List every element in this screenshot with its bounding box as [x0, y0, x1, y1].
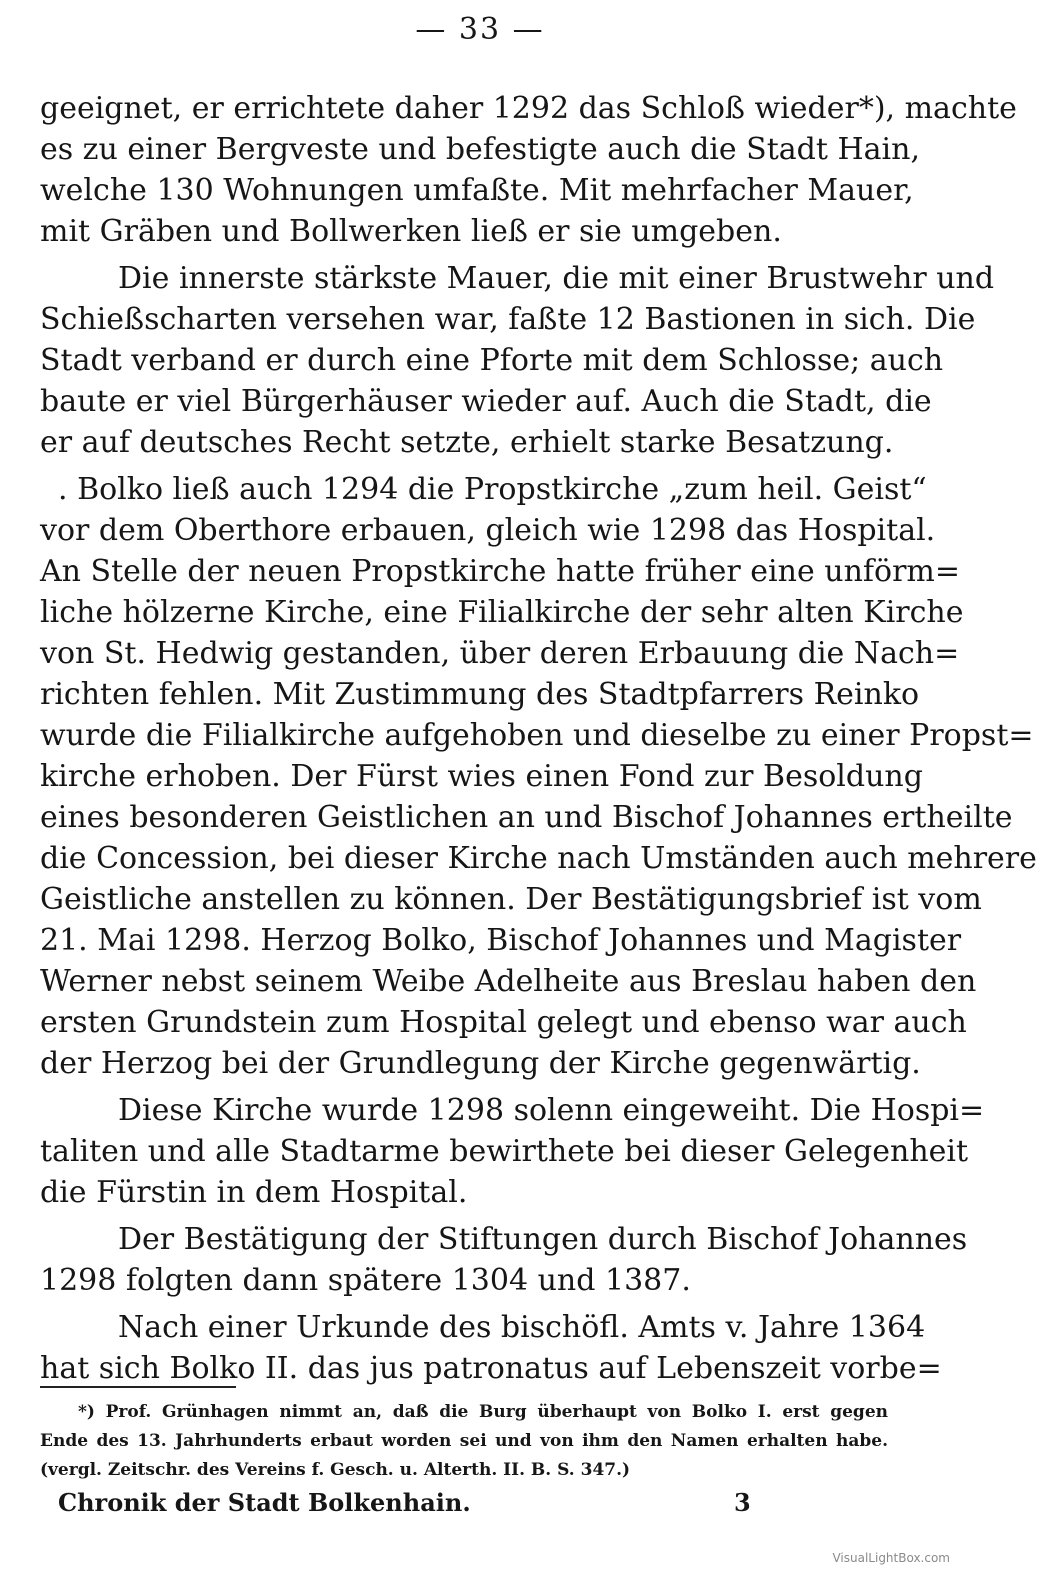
- text-line: ersten Grundstein zum Hospital gelegt und ebenso war auch: [40, 1005, 967, 1040]
- paragraph: [40, 1219, 968, 1301]
- text-line: Nach einer Urkunde des bischöfl. Amts v. Jahre 1364: [118, 1310, 926, 1345]
- text-line: Diese Kirche wurde 1298 solenn eingeweiht. Die Hospi=: [118, 1093, 985, 1128]
- text-line: Werner nebst seinem Weibe Adelheite aus Breslau haben den: [40, 964, 977, 999]
- text-line: Geistliche anstellen zu können. Der Bestätigungsbrief ist vom: [40, 882, 982, 917]
- text-line: es zu einer Bergveste und befestigte auch die Stadt Hain,: [40, 132, 920, 167]
- text-line: er auf deutsches Recht setzte, erhielt starke Besatzung.: [40, 425, 894, 460]
- text-line: baute er viel Bürgerhäuser wieder auf. Auch die Stadt, die: [40, 384, 932, 419]
- text-line: Der Bestätigung der Stiftungen durch Bischof Johannes: [118, 1222, 968, 1257]
- watermark: VisualLightBox.com: [832, 1551, 950, 1565]
- page-number: — 33 —: [415, 12, 545, 47]
- body-text: [40, 88, 1037, 1389]
- footnote-line: (vergl. Zeitschr. des Vereins f. Gesch. u. Alterth. II. B. S. 347.): [40, 1460, 631, 1480]
- footnote-line: *) Prof. Grünhagen nimmt an, daß die Burg überhaupt von Bolko I. erst gegen: [78, 1402, 888, 1422]
- text-line: kirche erhoben. Der Fürst wies einen Fond zur Besoldung: [40, 759, 923, 794]
- footnote-line: Ende des 13. Jahrhunderts erbaut worden sei und von ihm den Namen erhalten habe.: [40, 1431, 888, 1451]
- signature-sheet-number: 3: [734, 1488, 751, 1517]
- text-line: richten fehlen. Mit Zustimmung des Stadtpfarrers Reinko: [40, 677, 920, 712]
- paragraph: [40, 469, 1037, 1084]
- text-line: 21. Mai 1298. Herzog Bolko, Bischof Johannes und Magister: [40, 923, 962, 958]
- paragraph: [40, 258, 995, 463]
- text-line: mit Gräben und Bollwerken ließ er sie umgeben.: [40, 214, 782, 249]
- text-line: An Stelle der neuen Propstkirche hatte früher eine unförm=: [40, 554, 960, 589]
- text-line: geeignet, er errichtete daher 1292 das Schloß wieder*), machte: [40, 91, 1017, 126]
- text-line: die Fürstin in dem Hospital.: [40, 1175, 468, 1210]
- text-line: 1298 folgten dann spätere 1304 und 1387.: [40, 1263, 691, 1298]
- text-line: der Herzog bei der Grundlegung der Kirche gegenwärtig.: [40, 1046, 921, 1081]
- paragraph: [40, 1307, 942, 1389]
- text-line: hat sich Bolko II. das jus patronatus auf Lebenszeit vorbe=: [40, 1351, 942, 1386]
- text-line: taliten und alle Stadtarme bewirthete bei dieser Gelegenheit: [40, 1134, 969, 1169]
- text-line: welche 130 Wohnungen umfaßte. Mit mehrfacher Mauer,: [40, 173, 914, 208]
- text-line: wurde die Filialkirche aufgehoben und dieselbe zu einer Propst=: [40, 718, 1034, 753]
- paragraph: [40, 1090, 985, 1213]
- signature-title: Chronik der Stadt Bolkenhain.: [58, 1488, 471, 1517]
- paragraph: [40, 88, 1017, 252]
- text-line: vor dem Oberthore erbauen, gleich wie 1298 das Hospital.: [40, 513, 936, 548]
- text-line: von St. Hedwig gestanden, über deren Erbauung die Nach=: [40, 636, 960, 671]
- text-line: Schießscharten versehen war, faßte 12 Bastionen in sich. Die: [40, 302, 976, 337]
- text-line: die Concession, bei dieser Kirche nach Umständen auch mehrere: [40, 841, 1037, 876]
- text-line: eines besonderen Geistlichen an und Bischof Johannes ertheilte: [40, 800, 1013, 835]
- footnote-divider: [40, 1386, 236, 1388]
- text-line: liche hölzerne Kirche, eine Filialkirche der sehr alten Kirche: [40, 595, 964, 630]
- text-line: Die innerste stärkste Mauer, die mit einer Brustwehr und: [118, 261, 995, 296]
- footnote: [40, 1398, 888, 1485]
- text-line: . Bolko ließ auch 1294 die Propstkirche „zum heil. Geist“: [58, 472, 927, 507]
- text-line: Stadt verband er durch eine Pforte mit dem Schlosse; auch: [40, 343, 944, 378]
